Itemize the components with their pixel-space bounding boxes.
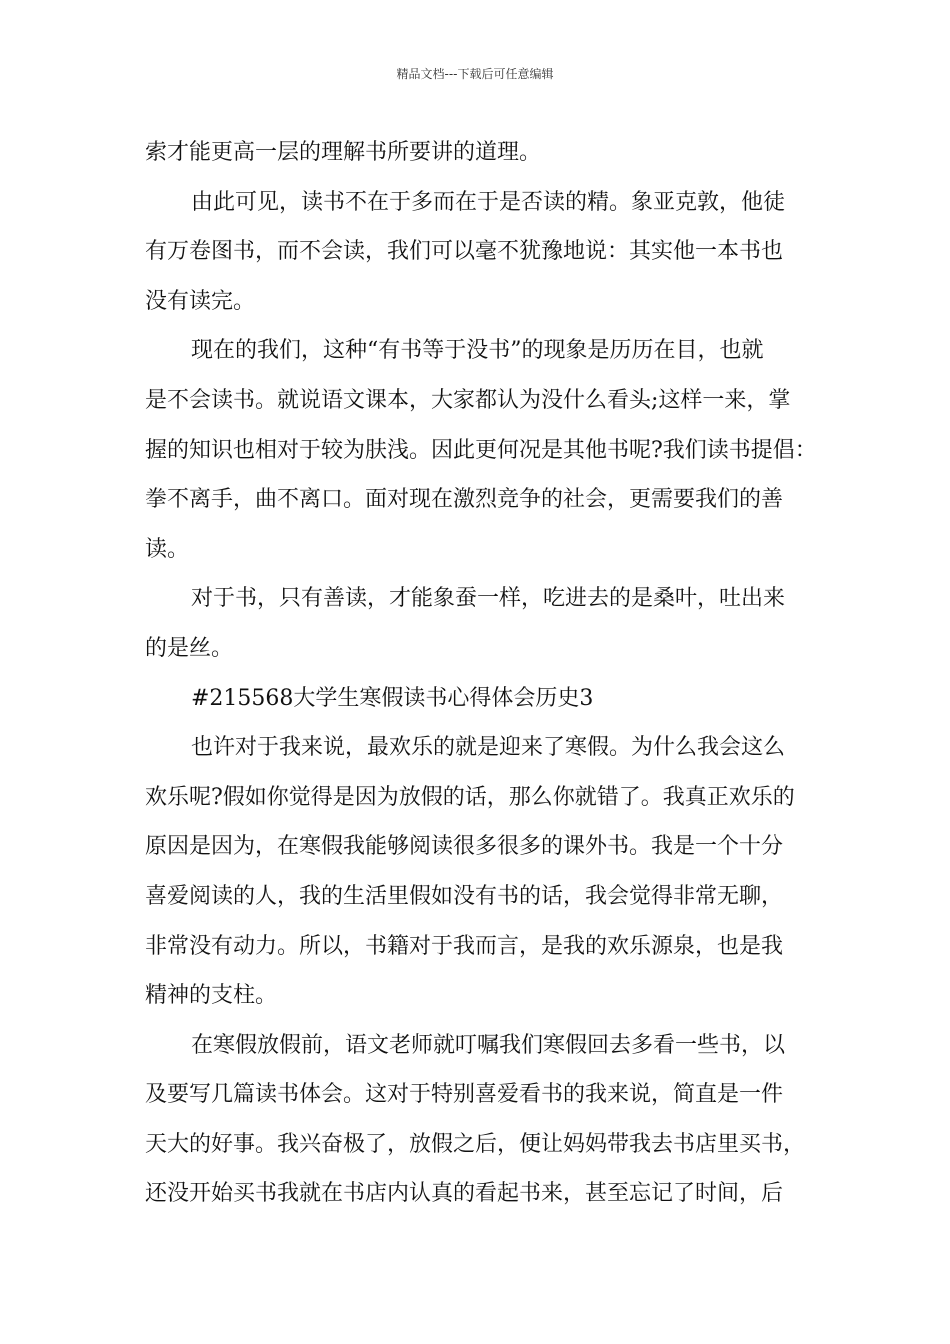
- text-line: 喜爱阅读的人，我的生活里假如没有书的话，我会觉得非常无聊，: [145, 883, 784, 909]
- text-line: 天大的好事。我兴奋极了，放假之后，便让妈妈带我去书店里买书，: [145, 1131, 806, 1157]
- text-line: 索才能更高一层的理解书所要讲的道理。: [145, 140, 542, 165]
- text-line: 拳不离手，曲不离口。面对现在激烈竞争的社会，更需要我们的善: [145, 487, 784, 513]
- text-line: 有万卷图书，而不会读，我们可以毫不犹豫地说：其实他一本书也: [145, 239, 784, 265]
- paragraph-first-line: 在寒假放假前，语文老师就叮嘱我们寒假回去多看一些书，以: [191, 1032, 786, 1058]
- text-line: 的是丝。: [145, 635, 234, 661]
- text-line: 握的知识也相对于较为肤浅。因此更何况是其他书呢?我们读书提倡：: [145, 437, 817, 463]
- paragraph-first-line: 也许对于我来说，最欢乐的就是迎来了寒假。为什么我会这么: [191, 735, 786, 761]
- paragraph-first-line: 现在的我们，这种“有书等于没书”的现象是历历在目，也就: [191, 338, 764, 364]
- paragraph-first-line: 对于书，只有善读，才能象蚕一样，吃进去的是桑叶，吐出来: [191, 586, 786, 612]
- text-line: 是不会读书。就说语文课本，大家都认为没什么看头;这样一来，掌: [145, 387, 791, 413]
- text-line: 精神的支柱。: [145, 983, 278, 1009]
- page-header: 精品文档---下载后可任意编辑: [396, 67, 554, 81]
- text-line: 欢乐呢?假如你觉得是因为放假的话，那么你就错了。我真正欢乐的: [145, 784, 795, 810]
- section-heading: #215568大学生寒假读书心得体会历史3: [191, 685, 594, 711]
- text-line: 及要写几篇读书体会。这对于特别喜爱看书的我来说，简直是一件: [145, 1082, 784, 1108]
- text-line: 没有读完。: [145, 288, 256, 314]
- paragraph-first-line: 由此可见，读书不在于多而在于是否读的精。象亚克敦，他徒: [191, 189, 786, 215]
- text-line: 非常没有动力。所以，书籍对于我而言，是我的欢乐源泉，也是我: [145, 933, 784, 959]
- text-line: 还没开始买书我就在书店内认真的看起书来，甚至忘记了时间，后: [145, 1181, 784, 1207]
- text-line: 原因是因为，在寒假我能够阅读很多很多的课外书。我是一个十分: [145, 834, 784, 860]
- document-body: [145, 128, 825, 1219]
- text-line: 读。: [145, 536, 190, 562]
